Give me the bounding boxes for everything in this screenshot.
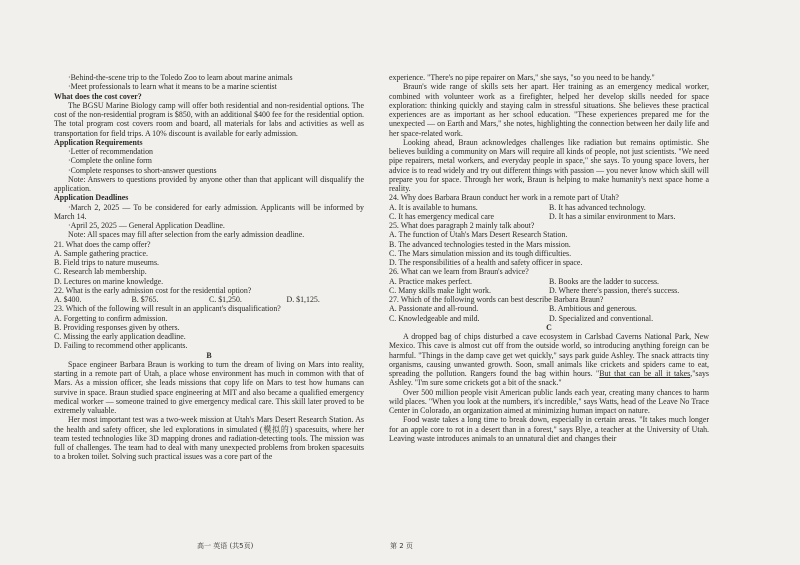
footer-subject: 高一 英语 (共5页) (197, 542, 254, 550)
passage-c-paragraph (389, 332, 709, 388)
passage-c-paragraph: Over 500 million people visit American public lands each year, creating many chances to harm wild places. "When you look at the numbers, it's incredible," says Watts, head of the Leave No Trace Center in Colorado, an organization aimed at minimizing human impact on nature. (389, 387, 709, 415)
answer-options-row (389, 286, 709, 295)
requirements-note: Note: Answers to questions provided by anyone other than that applicant will disqualify the application. (54, 174, 364, 193)
answer-option: C. Missing the early application deadline. (54, 332, 186, 341)
footer-page-number: 第 2 页 (390, 542, 413, 550)
answer-options-row (389, 212, 709, 221)
answer-option: A. The function of Utah's Mars Desert Research Station. (389, 230, 568, 240)
answer-option: B. Ambitious and generous. (549, 304, 637, 314)
question-24: 24. Why does Barbara Braun conduct her work in a remote part of Utah? (389, 193, 619, 203)
answer-option: C. Research lab membership. (54, 267, 147, 277)
question-25: 25. What does paragraph 2 mainly talk about? (389, 221, 535, 230)
answer-option: C. Knowledgeable and mild. (389, 313, 480, 323)
deadline-item: ·April 25, 2025 — General Application Deadline. (68, 221, 225, 230)
cost-paragraph: The BGSU Marine Biology camp will offer both residential and non-residential options. The cost of the non-residential program is $850, with an additional $400 fee for the residential option. The total program cost covers room and board, all materials for labs and activities as well as transportation for field trips. A 10% discount is available for early admission. (54, 100, 364, 138)
section-c-heading: C (546, 322, 552, 332)
answer-option: B. Providing responses given by others. (54, 322, 180, 332)
requirements-heading: Application Requirements (54, 137, 143, 147)
answer-option: C. Many skills make light work. (389, 285, 491, 295)
answer-option: D. It has a similar environment to Mars. (549, 211, 676, 221)
answer-option: B. Books are the ladder to success. (549, 276, 660, 286)
right-column (389, 73, 709, 443)
answer-option: A. It is available to humans. (389, 202, 478, 212)
requirement-item: ·Letter of recommendation (68, 147, 154, 156)
passage-b-paragraph: Space engineer Barbara Braun is working to turn the dream of living on Mars into reality, starting in a remote part of Utah, a place whose environment has much in common with that of Mars. As a mission officer, she leads missions that copy life on Mars to test how humans can survive in space. Braun studied space engineering at MIT and also became a qualified emergency medical worker — someone trained to give emergency medical care. This skill later proved to be extremely valuable. (54, 359, 364, 415)
answer-options-row (389, 277, 709, 286)
answer-option: D. Specialized and conventional. (549, 313, 654, 323)
passage-text: A dropped bag of chips disturbed a cave ecosystem in Carlsbad Caverns National Park, New Mexico. This cave is almost cut off from the outside world, so introducing anything foreign can be harmful. "Things in the damp cave get wet quickly," says park guide Ashley. The snack attracts tiny organisms, causing unwanted growth. Soon, small animals like crickets and spiders came to eat, spreading the pollution. Rangers found the bag within hours. " (389, 332, 709, 378)
bullet-item: ·Behind-the-scene trip to the Toledo Zoo to learn about marine animals (68, 73, 293, 82)
answer-option: A. Passionate and all-round. (389, 304, 479, 314)
answer-option: B. $765. (131, 295, 159, 304)
section-b-heading: B (206, 350, 212, 360)
passage-b-paragraph: Braun's wide range of skills sets her apart. Her training as an emergency medical worker, combined with volunteer work as a firefighter, helped her develop skills needed for space exploration: thinking quickly and staying calm in stressful situations. She believes these practical experiences are as important as her school education. "These experiences prepared me for the unexpected — on Earth and Mars," she notes, highlighting the connection between her daily life and her space-related work. (389, 82, 709, 138)
answer-option: D. Where there's passion, there's success. (549, 285, 680, 295)
deadline-item: ·March 2, 2025 — To be considered for early admission. Applicants will be informed by March 14. (54, 202, 364, 221)
answer-option: A. $400. (54, 295, 82, 304)
underlined-phrase: But that can be all it takes (599, 369, 691, 378)
passage-text: ,"says Ashley. "I'm sure some crickets got a bit of the snack." (389, 369, 710, 388)
left-column (54, 73, 364, 462)
deadlines-heading: Application Deadlines (54, 193, 129, 203)
answer-option: C. $1,250. (209, 295, 242, 304)
answer-option: D. $1,125. (286, 295, 320, 304)
passage-b-paragraph: Looking ahead, Braun acknowledges challenges like radiation but remains optimistic. She believes building a community on Mars will require all kinds of people, not just scientists. "We need pipe repairers, metal workers, and everyday people in space," she says. To young space lovers, her advice is to read widely and try out different things with passion — you never know which skill will prepare you for space. Through her work, Braun is helping to make humanity's next space home a reality. (389, 137, 709, 193)
answer-option: B. Field trips to nature museums. (54, 258, 159, 267)
question-27: 27. Which of the following words can best describe Barbara Braun? (389, 295, 604, 304)
answer-option: D. The responsibilities of a health and safety officer in space. (389, 258, 583, 267)
answer-options-row (389, 203, 709, 212)
answer-option: C. It has emergency medical care (389, 211, 495, 221)
requirement-item: ·Complete responses to short-answer questions (68, 165, 217, 175)
question-26: 26. What can we learn from Braun's advice? (389, 267, 529, 277)
answer-options-row (389, 314, 709, 323)
passage-b-continuation: experience. "There's no pipe repairer on Mars," she says, "so you need to be handy." (389, 73, 655, 82)
bullet-item: ·Meet professionals to learn what it means to be a marine scientist (68, 82, 277, 92)
answer-options-row (54, 295, 364, 304)
answer-options-row (389, 304, 709, 313)
cost-heading: What does the cost cover? (54, 91, 142, 101)
passage-c-paragraph: Food waste takes a long time to break down, especially in certain areas. "It takes much longer for an apple core to rot in a desert than in a forest," says Blye, a teacher at the University of Utah. Leaving waste introduces animals to an unnatural diet and changes their (389, 415, 709, 443)
answer-option: B. It has advanced technology. (549, 202, 646, 212)
answer-option: A. Forgetting to confirm admission. (54, 313, 168, 323)
answer-option: D. Failing to recommend other applicants. (54, 341, 188, 351)
answer-option: A. Sample gathering practice. (54, 248, 148, 258)
question-21: 21. What does the camp offer? (54, 239, 151, 249)
answer-option: D. Lectures on marine knowledge. (54, 276, 164, 286)
question-23: 23. Which of the following will result in an applicant's disqualification? (54, 304, 281, 314)
answer-option: B. The advanced technologies tested in the Mars mission. (389, 239, 571, 249)
answer-option: A. Practice makes perfect. (389, 276, 473, 286)
passage-b-paragraph: Her most important test was a two-week mission at Utah's Mars Desert Research Station. As the health and safety officer, she led explorations in simulated (模拟的) spacesuits, where her team tested technologies like 3D mapping drones and radiation-detecting tools. The mission was full of challenges. The team had to deal with many unexpected problems from broken spacesuits to a broken toilet. Solving such practical issues was a core part of the (54, 415, 364, 462)
question-22: 22. What is the early admission cost for the residential option? (54, 285, 252, 295)
answer-option: C. The Mars simulation mission and its tough difficulties. (389, 248, 572, 258)
deadline-note: Note: All spaces may fill after selection from the early admission deadline. (68, 230, 305, 240)
requirement-item: ·Complete the online form (68, 156, 152, 166)
